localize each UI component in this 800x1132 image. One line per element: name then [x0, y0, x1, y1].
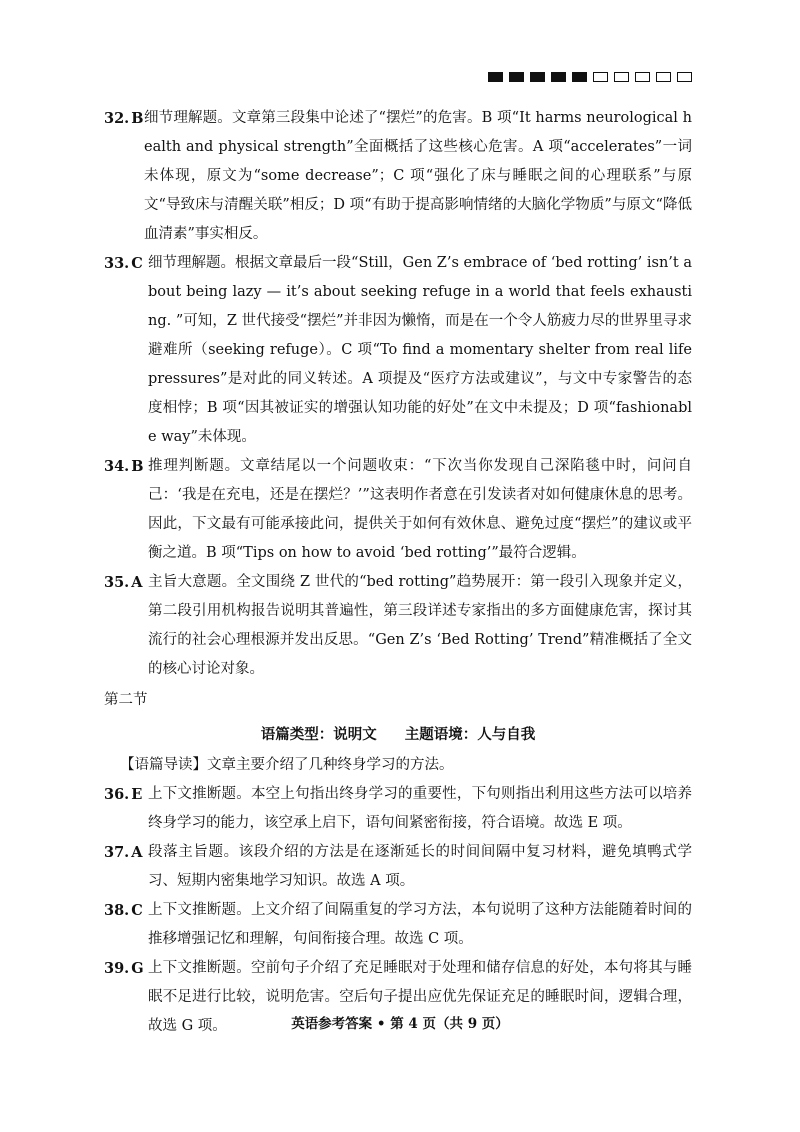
answer-item-35 [104, 568, 692, 684]
explanation-text: 上下文推断题。本空上句指出终身学习的重要性，下句则指出利用这些方法可以培养终身学习的能力，该空承上启下，语句间紧密衔接，符合语境。故选 E 项。 [148, 786, 692, 831]
passage-genre [104, 719, 692, 751]
explanation-text: 段落主旨题。该段介绍的方法是在逐渐延长的时间间隔中复习材料，避免填鸭式学习、短期内密集地学习知识。故选 A 项。 [148, 844, 692, 889]
progress-segment [593, 72, 608, 82]
progress-segment [572, 72, 587, 82]
progress-segment [656, 72, 671, 82]
answer-letter: A [131, 844, 143, 861]
question-number: 36. [104, 786, 130, 803]
genre-theme: 主题语境：人与自我 [404, 726, 536, 743]
question-number: 34. [104, 458, 130, 475]
answer-item-36 [104, 780, 692, 838]
progress-segment [530, 72, 545, 82]
answer-letter: B [131, 110, 144, 127]
question-number: 39. [104, 960, 130, 977]
answer-letter: E [131, 786, 143, 803]
progress-segment [635, 72, 650, 82]
answer-key-content [104, 104, 692, 1041]
question-number: 35. [104, 574, 130, 591]
question-number: 37. [104, 844, 130, 861]
explanation-text: 主旨大意题。全文围绕 Z 世代的“bed rotting”趋势展开：第一段引入现象并定义，第二段引用机构报告说明其普遍性，第三段详述专家指出的多方面健康危害，探讨其流行的社会心理根源并发出反思。“Gen Z’s ‘Bed Rotting’ Trend”精准概括了全文的核心讨论对象。 [148, 574, 692, 677]
question-number: 38. [104, 902, 130, 919]
explanation-text: 细节理解题。文章第三段集中论述了“摆烂”的危害。B 项“It harms neurological health and physical strength”全面概括了这些核心危害。A 项“accelerates”一词未体现，原文为“some decrease”；C 项“强化了床与睡眠之间的心理联系”与原文“导致床与清醒关联”相反；D 项“有助于提高影响情绪的大脑化学物质”与原文“降低血清素”事实相反。 [144, 110, 692, 242]
progress-segment [677, 72, 692, 82]
answer-item-37 [104, 838, 692, 896]
answer-letter: G [131, 960, 144, 977]
section-title: 第二节 [104, 692, 148, 708]
answer-item-32 [104, 104, 692, 249]
answer-letter: C [131, 902, 143, 919]
answer-item-38 [104, 896, 692, 954]
genre-type: 语篇类型：说明文 [260, 726, 377, 743]
explanation-text: 上下文推断题。空前句子介绍了充足睡眠对于处理和储存信息的好处，本句将其与睡眠不足进行比较，说明危害。空后句子提出应优先保证充足的睡眠时间，逻辑合理，故选 G 项。 [148, 960, 692, 1034]
page-footer: 英语参考答案 • 第 4 页（共 9 页） [291, 1016, 509, 1032]
answer-letter: C [131, 255, 143, 272]
progress-segment [509, 72, 524, 82]
page-progress-indicator [488, 72, 692, 82]
question-number: 32. [104, 110, 130, 127]
explanation-text: 细节理解题。根据文章最后一段“Still，Gen Z’s embrace of ‘bed rotting’ isn’t about being lazy — it’s about seeking refuge in a world that feels exhausting. ”可知，Z 世代接受“摆烂”并非因为懒惰，而是在一个令人筋疲力尽的世界里寻求避难所（seeking refuge）。C 项“To find a momentary shelter from real life pressures”是对此的同义转述。A 项提及“医疗方法或建议”，与文中专家警告的态度相悖；B 项“因其被证实的增强认知功能的好处”在文中未提及；D 项“fashionable way”未体现。 [148, 255, 692, 445]
progress-segment [614, 72, 629, 82]
passage-guide: 【语篇导读】文章主要介绍了几种终身学习的方法。 [120, 757, 454, 773]
explanation-text: 推理判断题。文章结尾以一个问题收束：“下次当你发现自己深陷毯中时，问问自己：‘我是在充电，还是在摆烂？’”这表明作者意在引发读者对如何健康休息的思考。因此，下文最有可能承接此问，提供关于如何有效休息、避免过度“摆烂”的建议或平衡之道。B 项“Tips on how to avoid ‘bed rotting’”最符合逻辑。 [148, 458, 692, 561]
explanation-text: 上下文推断题。上文介绍了间隔重复的学习方法，本句说明了这种方法能随着时间的推移增强记忆和理解，句间衔接合理。故选 C 项。 [148, 902, 692, 947]
progress-segment [551, 72, 566, 82]
answer-letter: B [131, 458, 144, 475]
answer-letter: A [131, 574, 143, 591]
question-number: 33. [104, 255, 130, 272]
answer-item-34 [104, 452, 692, 568]
progress-segment [488, 72, 503, 82]
answer-item-33 [104, 249, 692, 452]
